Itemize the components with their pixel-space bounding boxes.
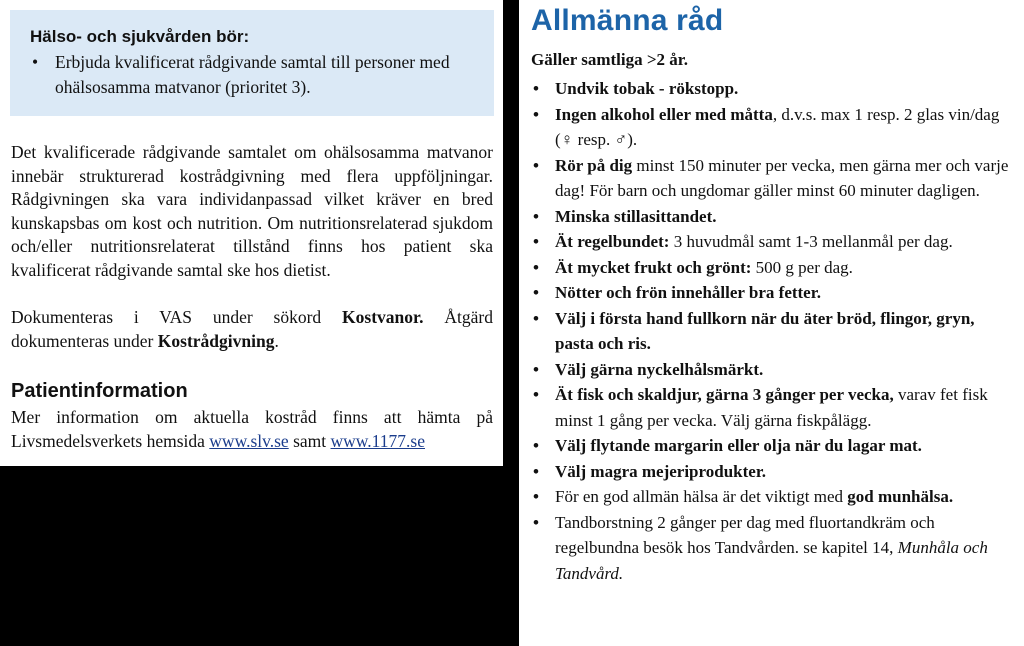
advice-item xyxy=(531,204,1011,230)
doc-keyword-kostradgivning: Kostrådgivning xyxy=(157,330,275,351)
doc-keyword-kostvanor: Kostvanor. xyxy=(342,307,424,327)
advice-item-bold-text: Ingen alkohol eller med måtta xyxy=(555,104,773,124)
advice-item xyxy=(531,306,1011,357)
advice-item xyxy=(531,229,1011,255)
advice-item xyxy=(531,153,1011,204)
advice-item-bold-text: Nötter och frön innehåller bra fetter. xyxy=(555,283,821,302)
advice-item xyxy=(531,102,1011,153)
advice-item-bold-text: Rör på dig xyxy=(555,155,633,175)
info-text-2: samt xyxy=(288,430,331,451)
right-page-panel xyxy=(519,0,1024,646)
advice-item xyxy=(531,433,1011,459)
advice-item-text: Tandborstning 2 gånger per dag med fluortandkräm och regelbundna besök hos Tandvården. se kapitel 14, xyxy=(555,512,935,557)
advice-item-bold-text: Minska stillasittandet. xyxy=(555,206,717,226)
advice-item-text: minst 150 minuter per vecka, men gärna mer och varje dag! För barn och ungdomar gäller minst 60 minuter dagligen. xyxy=(555,155,1009,200)
advice-item-text: , d.v.s. max 1 resp. 2 glas vin/dag (♀ resp. ♂). xyxy=(555,104,1000,149)
paragraph-documentation xyxy=(11,306,493,353)
left-page-panel xyxy=(0,0,503,466)
link-1177[interactable]: www.1177.se xyxy=(330,430,425,451)
advice-title: Allmänna råd xyxy=(531,4,724,37)
advice-item-bold-text: Välj flytande margarin eller olja när du lagar mat. xyxy=(555,436,922,455)
advice-list xyxy=(531,76,1011,586)
advice-item-text: 500 g per dag. xyxy=(751,257,853,277)
paragraph-patient-info xyxy=(11,406,493,453)
patient-info-heading: Patientinformation xyxy=(11,380,188,402)
advice-item-bold-text: Ät regelbundet: xyxy=(555,232,670,251)
advice-item-bold-text: Välj gärna nyckelhålsmärkt. xyxy=(555,359,764,379)
advice-item-text: varav fet fisk minst 1 gång per vecka. Välj gärna fiskpålägg. xyxy=(555,385,988,430)
recommendation-callout xyxy=(10,10,494,116)
advice-item xyxy=(531,510,1011,587)
callout-list xyxy=(30,50,490,100)
callout-title: Hälso- och sjukvården bör: xyxy=(30,27,250,46)
advice-item-bold-text: Ät fisk och skaldjur, gärna 3 gånger per vecka, xyxy=(555,385,894,404)
advice-item-bold-text: god munhälsa. xyxy=(847,487,954,506)
info-text-1: Mer information om aktuella kostråd finns att hämta på Livsmedelsverkets hemsida xyxy=(11,407,493,451)
doc-text-1: Dokumenteras i VAS under sökord xyxy=(11,307,343,327)
advice-item-bold-text: Ät mycket frukt och grönt: xyxy=(555,257,752,277)
advice-item-bold-text: Välj magra mejeriprodukter. xyxy=(555,461,767,481)
advice-item-bold-text: Undvik tobak - rökstopp. xyxy=(555,79,739,98)
link-slv[interactable]: www.slv.se xyxy=(209,430,289,451)
advice-item xyxy=(531,76,1011,102)
advice-item-text: För en god allmän hälsa är det viktigt med xyxy=(555,487,848,506)
advice-subtitle: Gäller samtliga >2 år. xyxy=(531,50,689,69)
doc-text-2: Åtgärd dokumenteras under xyxy=(11,307,493,351)
callout-item: • Erbjuda kvalificerat rådgivande samtal till personer med ohälsosamma matvanor (prioritet 3). xyxy=(30,50,490,100)
advice-item xyxy=(531,484,1011,510)
advice-item xyxy=(531,280,1011,306)
advice-item xyxy=(531,357,1011,383)
advice-item xyxy=(531,382,1011,433)
advice-item-italic-text: Munhåla och Tandvård. xyxy=(555,538,988,583)
paragraph-counseling: Det kvalificerade rådgivande samtalet om ohälsosamma matvanor innebär strukturerad kostrådgivning med flera uppföljningar. Rådgivningen ska vara individanpassad vilket kräver en bred kunskapsbas om kost och nutrition. Om nutritionsrelaterad sjukdom och/eller nutritionsrelaterat tillstånd finns hos patient ska kvalificerat rådgivande samtal ske hos dietist. xyxy=(11,142,493,280)
advice-item-bold-text: Välj i första hand fullkorn när du äter bröd, flingor, gryn, pasta och ris. xyxy=(555,308,975,353)
advice-item xyxy=(531,255,1011,281)
doc-text-3: . xyxy=(274,330,279,351)
advice-item xyxy=(531,459,1011,485)
advice-item-text: 3 huvudmål samt 1-3 mellanmål per dag. xyxy=(669,232,953,251)
